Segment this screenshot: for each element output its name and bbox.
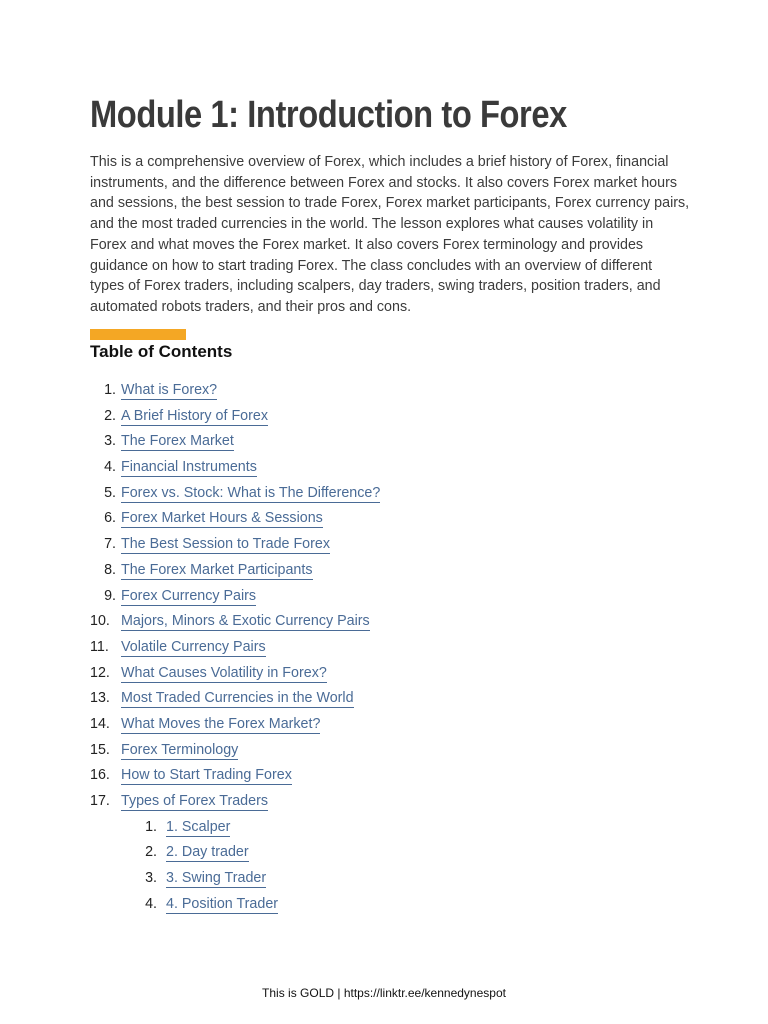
toc-link[interactable]: How to Start Trading Forex bbox=[121, 767, 292, 784]
toc-item bbox=[90, 789, 650, 912]
toc-link[interactable]: Volatile Currency Pairs bbox=[121, 638, 266, 655]
toc-link[interactable]: Forex Market Hours & Sessions bbox=[121, 510, 323, 527]
toc-item bbox=[90, 481, 650, 507]
toc-item bbox=[90, 609, 650, 635]
toc-item bbox=[90, 738, 650, 764]
toc-subitem-number: 4. bbox=[145, 895, 157, 912]
toc-sublink[interactable]: 3. Swing Trader bbox=[166, 870, 267, 887]
toc-link[interactable]: Majors, Minors & Exotic Currency Pairs bbox=[121, 613, 370, 630]
toc-link[interactable]: What Moves the Forex Market? bbox=[121, 715, 321, 732]
toc-item bbox=[90, 532, 650, 558]
table-of-contents bbox=[90, 378, 650, 912]
toc-item bbox=[90, 686, 650, 712]
toc-item bbox=[90, 429, 650, 455]
toc-subitem-number: 2. bbox=[145, 844, 157, 861]
toc-link[interactable]: What is Forex? bbox=[121, 382, 218, 398]
toc-link[interactable]: Forex Terminology bbox=[121, 741, 239, 758]
toc-item-number: 9. bbox=[104, 587, 116, 604]
toc-item-number: 3. bbox=[104, 433, 116, 450]
toc-item-number: 10. bbox=[90, 613, 110, 630]
toc-subitem bbox=[135, 866, 535, 892]
toc-link[interactable]: The Forex Market bbox=[121, 433, 234, 450]
toc-item-number: 15. bbox=[90, 741, 110, 758]
toc-heading: Table of Contents bbox=[90, 342, 233, 361]
toc-item-number: 17. bbox=[90, 793, 110, 809]
toc-link[interactable]: Forex Currency Pairs bbox=[121, 587, 257, 604]
toc-sublist bbox=[135, 815, 535, 918]
toc-sublink[interactable]: 1. Scalper bbox=[166, 818, 231, 835]
toc-item-number: 14. bbox=[90, 715, 110, 732]
toc-link[interactable]: Types of Forex Traders bbox=[121, 793, 268, 809]
toc-subitem bbox=[135, 892, 535, 918]
toc-item-number: 16. bbox=[90, 767, 110, 784]
toc-item-number: 7. bbox=[104, 536, 116, 553]
toc-subitem-number: 3. bbox=[145, 870, 157, 887]
toc-item-number: 1. bbox=[104, 382, 116, 398]
toc-sublink[interactable]: 4. Position Trader bbox=[166, 895, 279, 912]
toc-item bbox=[90, 584, 650, 610]
toc-item-number: 6. bbox=[104, 510, 116, 527]
toc-subitem-number: 1. bbox=[145, 818, 157, 835]
toc-link[interactable]: Forex vs. Stock: What is The Difference? bbox=[121, 484, 381, 501]
toc-item bbox=[90, 455, 650, 481]
toc-item-number: 13. bbox=[90, 690, 110, 707]
toc-item bbox=[90, 558, 650, 584]
toc-item bbox=[90, 404, 650, 430]
toc-link[interactable]: Most Traded Currencies in the World bbox=[121, 690, 354, 707]
toc-item-number: 11. bbox=[90, 638, 109, 655]
toc-item bbox=[90, 635, 650, 661]
toc-link[interactable]: What Causes Volatility in Forex? bbox=[121, 664, 327, 681]
toc-link[interactable]: Financial Instruments bbox=[121, 459, 257, 476]
toc-item-number: 8. bbox=[104, 561, 116, 578]
toc-item-number: 12. bbox=[90, 664, 110, 681]
page-footer: This is GOLD | https://linktr.ee/kennedynespot bbox=[262, 986, 506, 1000]
toc-item bbox=[90, 763, 650, 789]
toc-item bbox=[90, 661, 650, 687]
accent-bar bbox=[90, 329, 186, 340]
intro-paragraph: This is a comprehensive overview of Forex, which includes a brief history of Forex, financial instruments, and the difference between Forex and stocks. It also covers Forex market hours and sessions, the best session to trade Forex, Forex market participants, Forex currency pairs, and the most traded currencies in the world. The lesson explores what causes volatility in Forex and what moves the Forex market. It also covers Forex terminology and provides guidance on how to start trading Forex. The class concludes with an overview of different types of Forex traders, including scalpers, day traders, swing traders, position traders, and automated robots traders, and their pros and cons. bbox=[90, 154, 690, 315]
toc-item-number: 5. bbox=[104, 484, 116, 501]
toc-item bbox=[90, 378, 650, 404]
toc-item bbox=[90, 506, 650, 532]
toc-item bbox=[90, 712, 650, 738]
toc-link[interactable]: The Forex Market Participants bbox=[121, 561, 313, 578]
toc-item-number: 4. bbox=[104, 459, 116, 476]
toc-link[interactable]: The Best Session to Trade Forex bbox=[121, 536, 330, 553]
toc-link[interactable]: A Brief History of Forex bbox=[121, 407, 268, 424]
toc-item-number: 2. bbox=[104, 407, 116, 424]
page-title: Module 1: Introduction to Forex bbox=[90, 94, 567, 136]
toc-subitem bbox=[135, 815, 535, 841]
toc-subitem bbox=[135, 840, 535, 866]
toc-sublink[interactable]: 2. Day trader bbox=[166, 844, 249, 861]
